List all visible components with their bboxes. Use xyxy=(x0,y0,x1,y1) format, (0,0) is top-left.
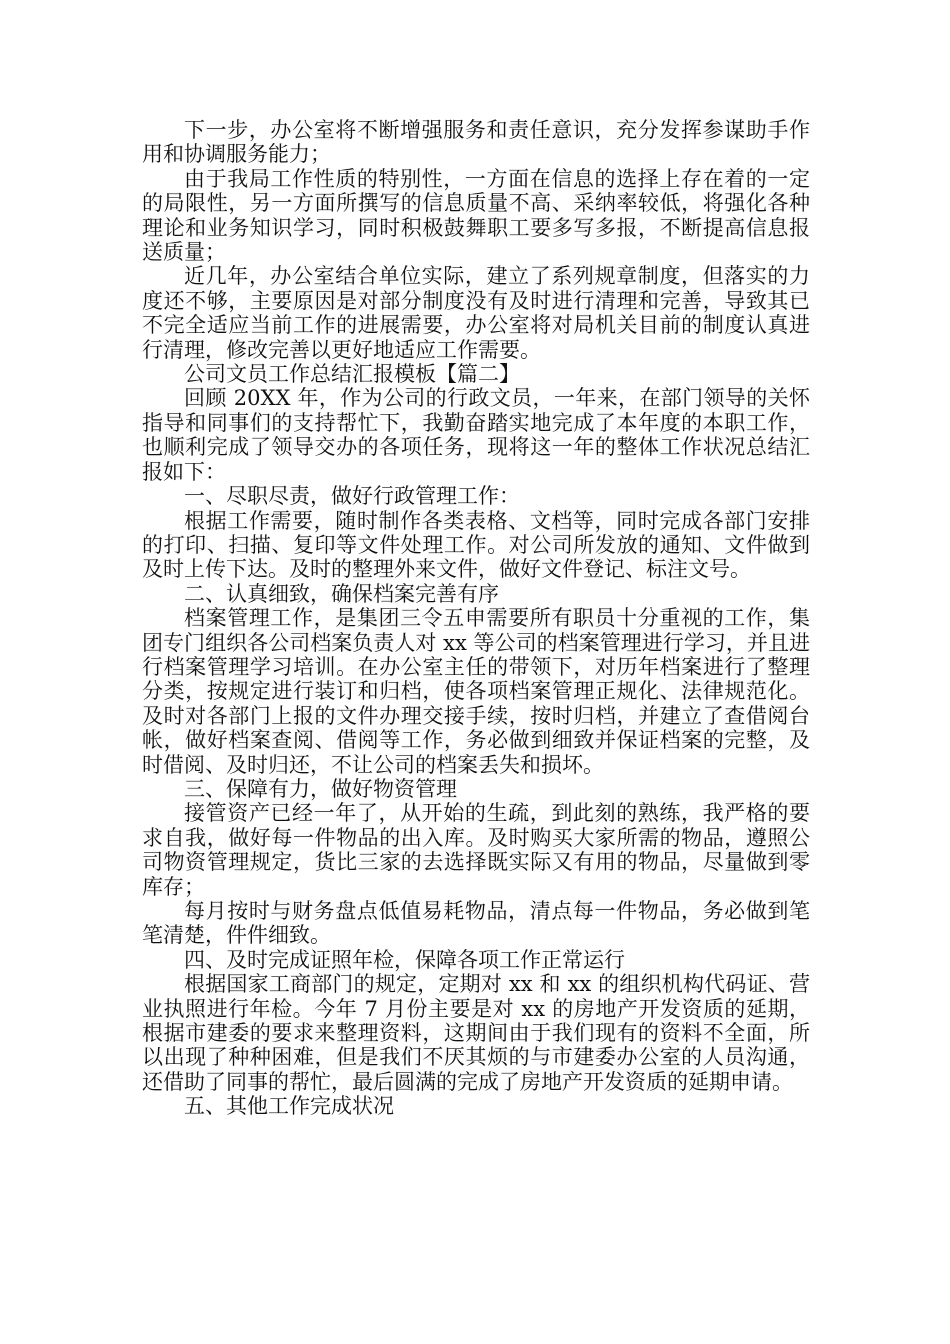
heading-license-inspection: 四、及时完成证照年检，保障各项工作正常运行 xyxy=(184,947,625,972)
heading-materials: 三、保障有力，做好物资管理 xyxy=(184,776,457,801)
document-body xyxy=(142,118,810,1119)
section-title-part-two: 公司文员工作总结汇报模板【篇二】 xyxy=(184,362,520,387)
heading-admin-work: 一、尽职尽责，做好行政管理工作： xyxy=(184,484,520,509)
paragraph-admin-work: 根据工作需要，随时制作各类表格、文档等，同时完成各部门安排的打印、扫描、复印等文件处理工作。对公司所发放的通知、文件做到及时上传下达。及时的整理外来文件，做好文件登记、标注文号。 xyxy=(142,508,810,582)
paragraph-materials: 接管资产已经一年了，从开始的生疏，到此刻的熟练，我严格的要求自我，做好每一件物品的出入库。及时购买大家所需的物品，遵照公司物资管理规定，货比三家的去选择既实际又有用的物品，尽量做到零库存； xyxy=(142,801,810,899)
heading-archives: 二、认真细致，确保档案完善有序 xyxy=(184,581,499,606)
paragraph-license-inspection: 根据国家工商部门的规定，定期对 xx 和 xx 的组织机构代码证、营业执照进行年检。今年 7 月份主要是对 xx 的房地产开发资质的延期，根据市建委的要求来整理资料，这期间由于我们现有的资料不全面，所以出现了种种困难，但是我们不厌其烦的与市建委办公室的人员沟通，还借助了同事的帮忙，最后圆满的完成了房地产开发资质的延期申请。 xyxy=(142,972,810,1094)
paragraph-next-steps: 下一步，办公室将不断增强服务和责任意识，充分发挥参谋助手作用和协调服务能力； xyxy=(142,118,810,167)
paragraph-year-review: 回顾 20XX 年，作为公司的行政文员，一年来，在部门领导的关怀指导和同事们的支持帮忙下，我勤奋踏实地完成了本年度的本职工作，也顺利完成了领导交办的各项任务，现将这一年的整体工作状况总结汇报如下： xyxy=(142,386,810,484)
paragraph-inventory-check: 每月按时与财务盘点低值易耗物品，清点每一件物品，务必做到笔笔清楚，件件细致。 xyxy=(142,899,810,948)
paragraph-information-quality: 由于我局工作性质的特别性，一方面在信息的选择上存在着的一定的局限性，另一方面所撰写的信息质量不高、采纳率较低，将强化各种理论和业务知识学习，同时积极鼓舞职工要多写多报，不断提高信息报送质量； xyxy=(142,166,810,265)
paragraph-rules-system: 近几年，办公室结合单位实际，建立了系列规章制度，但落实的力度还不够，主要原因是对部分制度没有及时进行清理和完善，导致其已不完全适应当前工作的进展需要，办公室将对局机关目前的制度认真进行清理，修改完善以更好地适应工作需要。 xyxy=(142,264,810,362)
paragraph-archives: 档案管理工作，是集团三令五申需要所有职员十分重视的工作，集团专门组织各公司档案负责人对 xx 等公司的档案管理进行学习，并且进行档案管理学习培训。在办公室主任的带领下，对历年档案进行了整理分类，按规定进行装订和归档，使各项档案管理正规化、法律规范化。及时对各部门上报的文件办理交接手续，按时归档，并建立了查借阅台帐，做好档案查阅、借阅等工作，务必做到细致并保证档案的完整，及时借阅、及时归还，不让公司的档案丢失和损坏。 xyxy=(142,606,810,777)
heading-other-work: 五、其他工作完成状况 xyxy=(184,1094,394,1119)
